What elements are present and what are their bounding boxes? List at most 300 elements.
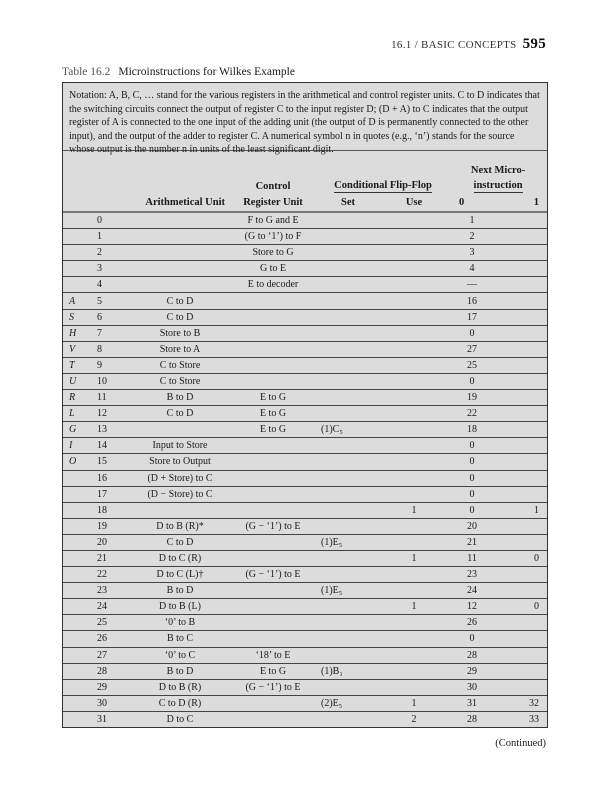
flip-flop-use [379,583,449,599]
flip-flop-use: 1 [379,695,449,711]
order-number: 17 [93,486,131,502]
table-row [63,212,547,229]
arithmetical-unit: ‘0’ to C [131,647,229,663]
flip-flop-use [379,212,449,229]
table-row [63,518,547,534]
order-letter [63,518,93,534]
order-letter: G [63,422,93,438]
next-0: 12 [449,599,495,615]
order-letter [63,615,93,631]
table-row [63,325,547,341]
flip-flop-set [317,373,379,389]
order-letter [63,277,93,293]
next-1 [495,615,547,631]
table-row [63,261,547,277]
flip-flop-use [379,518,449,534]
next-0: 0 [449,486,495,502]
flip-flop-set [317,454,379,470]
order-number: 30 [93,695,131,711]
next-0: 0 [449,373,495,389]
flip-flop-use [379,390,449,406]
order-number: 1 [93,229,131,245]
flip-flop-set: (2)E₅ [317,695,379,711]
next-0: 27 [449,341,495,357]
next-1 [495,229,547,245]
next-0: — [449,277,495,293]
flip-flop-set [317,277,379,293]
arithmetical-unit: B to D [131,663,229,679]
table-row [63,454,547,470]
header-conditional-flip-flop: Conditional Flip-Flop [334,180,432,191]
table-row [63,245,547,261]
flip-flop-use [379,373,449,389]
order-letter [63,663,93,679]
order-number: 16 [93,470,131,486]
next-1 [495,212,547,229]
flip-flop-set [317,245,379,261]
order-number: 27 [93,647,131,663]
control-register-unit: E to decoder [229,277,317,293]
order-number: 25 [93,615,131,631]
next-1 [495,679,547,695]
next-0: 0 [449,454,495,470]
order-number: 9 [93,357,131,373]
flip-flop-use [379,567,449,583]
order-letter: U [63,373,93,389]
order-number: 15 [93,454,131,470]
arithmetical-unit: B to C [131,631,229,647]
order-number: 11 [93,390,131,406]
next-0: 28 [449,647,495,663]
control-register-unit [229,711,317,727]
order-number: 28 [93,663,131,679]
flip-flop-use [379,486,449,502]
flip-flop-set [317,518,379,534]
flip-flop-set [317,406,379,422]
order-number: 13 [93,422,131,438]
next-0: 31 [449,695,495,711]
table-row [63,357,547,373]
control-register-unit: Store to G [229,245,317,261]
control-register-unit: (G − ‘1’) to E [229,518,317,534]
order-letter [63,679,93,695]
next-0: 1 [449,212,495,229]
arithmetical-unit: C to D [131,309,229,325]
order-number: 24 [93,599,131,615]
next-1 [495,373,547,389]
table-label: Table 16.2 [62,66,111,78]
control-register-unit [229,550,317,566]
order-number: 29 [93,679,131,695]
order-letter [63,631,93,647]
next-0: 4 [449,261,495,277]
control-register-unit [229,470,317,486]
table-row [63,341,547,357]
order-letter [63,245,93,261]
order-number: 0 [93,212,131,229]
table-row [63,599,547,615]
table-row [63,277,547,293]
next-1: 1 [495,502,547,518]
order-letter: O [63,454,93,470]
next-0: 24 [449,583,495,599]
next-0: 23 [449,567,495,583]
control-register-unit [229,341,317,357]
next-1 [495,422,547,438]
order-letter [63,550,93,566]
table-row [63,438,547,454]
flip-flop-use [379,341,449,357]
control-register-unit [229,502,317,518]
arithmetical-unit: B to D [131,390,229,406]
order-number: 5 [93,293,131,309]
order-letter: T [63,357,93,373]
next-0: 20 [449,518,495,534]
next-1 [495,534,547,550]
flip-flop-set [317,438,379,454]
control-register-unit: E to G [229,390,317,406]
control-register-unit: E to G [229,422,317,438]
order-letter [63,695,93,711]
order-letter [63,599,93,615]
flip-flop-set [317,390,379,406]
order-number: 23 [93,583,131,599]
next-1 [495,390,547,406]
order-letter [63,212,93,229]
header-arithmetical-unit: Arithmetical Unit [145,197,225,208]
flip-flop-set [317,486,379,502]
order-letter [63,229,93,245]
control-register-unit [229,373,317,389]
flip-flop-use [379,534,449,550]
page-number: 595 [522,36,546,52]
next-1 [495,454,547,470]
flip-flop-use: 1 [379,502,449,518]
order-number: 20 [93,534,131,550]
table-row [63,711,547,727]
next-0: 3 [449,245,495,261]
next-1 [495,406,547,422]
next-0: 26 [449,615,495,631]
next-0: 21 [449,534,495,550]
next-1 [495,647,547,663]
control-register-unit [229,438,317,454]
flip-flop-set: (1)E₅ [317,534,379,550]
table-row [63,486,547,502]
table-row [63,422,547,438]
table-row [63,229,547,245]
flip-flop-use [379,261,449,277]
order-letter [63,486,93,502]
next-0: 28 [467,713,478,725]
header-next-line1: Next Micro- [470,165,526,176]
arithmetical-unit: C to Store [131,357,229,373]
order-number: 7 [93,325,131,341]
arithmetical-unit: C to D [131,293,229,309]
control-register-unit [229,293,317,309]
table-caption [62,66,295,78]
control-register-unit: E to G [229,406,317,422]
table-row [63,647,547,663]
control-register-unit [229,599,317,615]
next-0: 0 [449,325,495,341]
flip-flop-use [379,325,449,341]
flip-flop-use [379,679,449,695]
arithmetical-unit: C to D [131,534,229,550]
flip-flop-set [317,470,379,486]
arithmetical-unit: D to B (L) [131,599,229,615]
microinstruction-table-box [62,82,548,728]
flip-flop-set [317,212,379,229]
arithmetical-unit: C to D (R) [131,695,229,711]
flip-flop-set [317,309,379,325]
flip-flop-set: (1)B₁ [317,663,379,679]
next-1 [495,518,547,534]
next-1 [495,293,547,309]
next-1: 0 [495,550,547,566]
flip-flop-set [317,325,379,341]
table-row [63,695,547,711]
control-register-unit [229,454,317,470]
flip-flop-use [379,647,449,663]
order-number: 19 [93,518,131,534]
control-register-unit [229,615,317,631]
next-1 [495,261,547,277]
order-number: 21 [93,550,131,566]
next-1: 0 [495,599,547,615]
flip-flop-set [317,341,379,357]
next-1 [495,486,547,502]
table-row [63,406,547,422]
control-register-unit [229,583,317,599]
table-row [63,534,547,550]
flip-flop-use [379,422,449,438]
next-0: 2 [449,229,495,245]
control-register-unit [229,309,317,325]
arithmetical-unit [131,502,229,518]
flip-flop-set: (1)E₅ [317,583,379,599]
next-1 [495,341,547,357]
order-letter [63,583,93,599]
order-letter: V [63,341,93,357]
header-use: Use [405,197,423,208]
arithmetical-unit: (D − Store) to C [131,486,229,502]
flip-flop-set [317,615,379,631]
next-1 [495,663,547,679]
arithmetical-unit: ‘0’ to B [131,615,229,631]
next-1 [495,325,547,341]
flip-flop-set [317,647,379,663]
table-row [63,309,547,325]
next-1 [495,583,547,599]
table-row [63,470,547,486]
order-number: 8 [93,341,131,357]
table-row [63,663,547,679]
flip-flop-use [379,663,449,679]
flip-flop-use [379,406,449,422]
table-row [63,293,547,309]
next-0: 0 [449,438,495,454]
table-row [63,550,547,566]
header-next-1: 1 [533,197,540,208]
next-1 [495,470,547,486]
control-register-unit: ‘18’ to E [229,647,317,663]
control-register-unit: F to G and E [229,212,317,229]
running-head [391,36,546,53]
order-number: 4 [93,277,131,293]
arithmetical-unit [131,261,229,277]
flip-flop-use [379,470,449,486]
next-1 [495,357,547,373]
flip-flop-use [379,309,449,325]
order-number: 2 [93,245,131,261]
flip-flop-use: 1 [379,599,449,615]
next-0: 22 [449,406,495,422]
control-register-unit [229,325,317,341]
order-number: 10 [93,373,131,389]
arithmetical-unit: Store to B [131,325,229,341]
flip-flop-use [379,293,449,309]
next-1 [495,277,547,293]
arithmetical-unit: (D + Store) to C [131,470,229,486]
next-1 [495,567,547,583]
header-control-line1: Control [255,181,291,192]
order-number: 31 [97,713,107,725]
table-row [63,679,547,695]
order-letter: R [63,390,93,406]
control-register-unit [229,534,317,550]
order-letter [63,647,93,663]
next-1: 33 [529,713,540,725]
microinstruction-table [63,151,547,727]
order-letter [63,261,93,277]
header-next-0: 0 [459,197,465,208]
arithmetical-unit: D to B (R) [131,679,229,695]
arithmetical-unit: C to D [131,406,229,422]
control-register-unit [229,357,317,373]
arithmetical-unit: D to C (R) [131,550,229,566]
table-row [63,631,547,647]
order-letter [63,534,93,550]
next-1: 32 [495,695,547,711]
flip-flop-set [317,357,379,373]
arithmetical-unit: B to D [131,583,229,599]
next-0: 19 [449,390,495,406]
arithmetical-unit: D to C [166,713,194,725]
control-register-unit: (G − ‘1’) to E [229,679,317,695]
next-0: 0 [449,502,495,518]
order-letter [63,567,93,583]
table-row [63,390,547,406]
order-number: 6 [93,309,131,325]
continued-note: (Continued) [495,738,546,749]
order-number: 12 [93,406,131,422]
control-register-unit: (G to ‘1’) to F [229,229,317,245]
table-row [63,502,547,518]
table-row [63,583,547,599]
order-letter: I [63,438,93,454]
arithmetical-unit [131,212,229,229]
order-letter [63,502,93,518]
next-0: 17 [449,309,495,325]
flip-flop-set [317,502,379,518]
next-1 [495,438,547,454]
order-number: 3 [93,261,131,277]
order-letter: L [63,406,93,422]
flip-flop-set [317,293,379,309]
section-title: 16.1 / BASIC CONCEPTS [391,39,517,51]
flip-flop-use [379,277,449,293]
next-0: 25 [449,357,495,373]
flip-flop-set: (1)C₅ [317,422,379,438]
arithmetical-unit: C to Store [131,373,229,389]
order-letter: S [63,309,93,325]
order-number: 26 [93,631,131,647]
header-next-line2: instruction [473,180,523,191]
control-register-unit [229,695,317,711]
order-letter [63,470,93,486]
control-register-unit: G to E [229,261,317,277]
flip-flop-set [317,261,379,277]
flip-flop-set [317,550,379,566]
control-register-unit [229,631,317,647]
next-0: 18 [449,422,495,438]
flip-flop-use [379,615,449,631]
flip-flop-use [379,454,449,470]
header-control-line2: Register Unit [243,197,303,208]
flip-flop-set [317,711,379,727]
notation-note: Notation: A, B, C, … stand for the various registers in the arithmetical and control register units. C to D indicates that the switching circuits connect the output of register C to the input register D; (D + A) to C indicates that the output register of A is connected to the one input of the adding unit (the output of D is permanently connected to the other input), and the output of the adder to register C. A numerical symbol n in quotes (e.g., ‘n’) stands for the source whose output is the number n in units of the least significant digit. [63,83,547,151]
arithmetical-unit: Store to A [131,341,229,357]
flip-flop-use [379,438,449,454]
order-number: 14 [93,438,131,454]
flip-flop-use [379,357,449,373]
arithmetical-unit: Input to Store [131,438,229,454]
order-letter: H [63,325,93,341]
flip-flop-use: 2 [411,713,417,725]
arithmetical-unit [131,245,229,261]
arithmetical-unit: Store to Output [131,454,229,470]
next-0: 0 [449,631,495,647]
next-1 [495,245,547,261]
next-0: 30 [449,679,495,695]
arithmetical-unit [131,229,229,245]
next-0: 29 [449,663,495,679]
flip-flop-set [317,567,379,583]
flip-flop-set [317,631,379,647]
arithmetical-unit [131,277,229,293]
flip-flop-use [379,229,449,245]
arithmetical-unit: D to B (R)* [131,518,229,534]
next-0: 0 [449,470,495,486]
flip-flop-use [379,245,449,261]
flip-flop-use [379,631,449,647]
table-row [63,615,547,631]
next-0: 16 [449,293,495,309]
control-register-unit: E to G [229,663,317,679]
table-title: Microinstructions for Wilkes Example [118,66,295,78]
order-number: 22 [93,567,131,583]
order-letter [63,711,93,727]
arithmetical-unit [131,422,229,438]
arithmetical-unit: D to C (L)† [131,567,229,583]
next-1 [495,631,547,647]
table-row [63,567,547,583]
header-set: Set [341,197,355,208]
order-number: 18 [93,502,131,518]
next-0: 11 [449,550,495,566]
control-register-unit [229,486,317,502]
